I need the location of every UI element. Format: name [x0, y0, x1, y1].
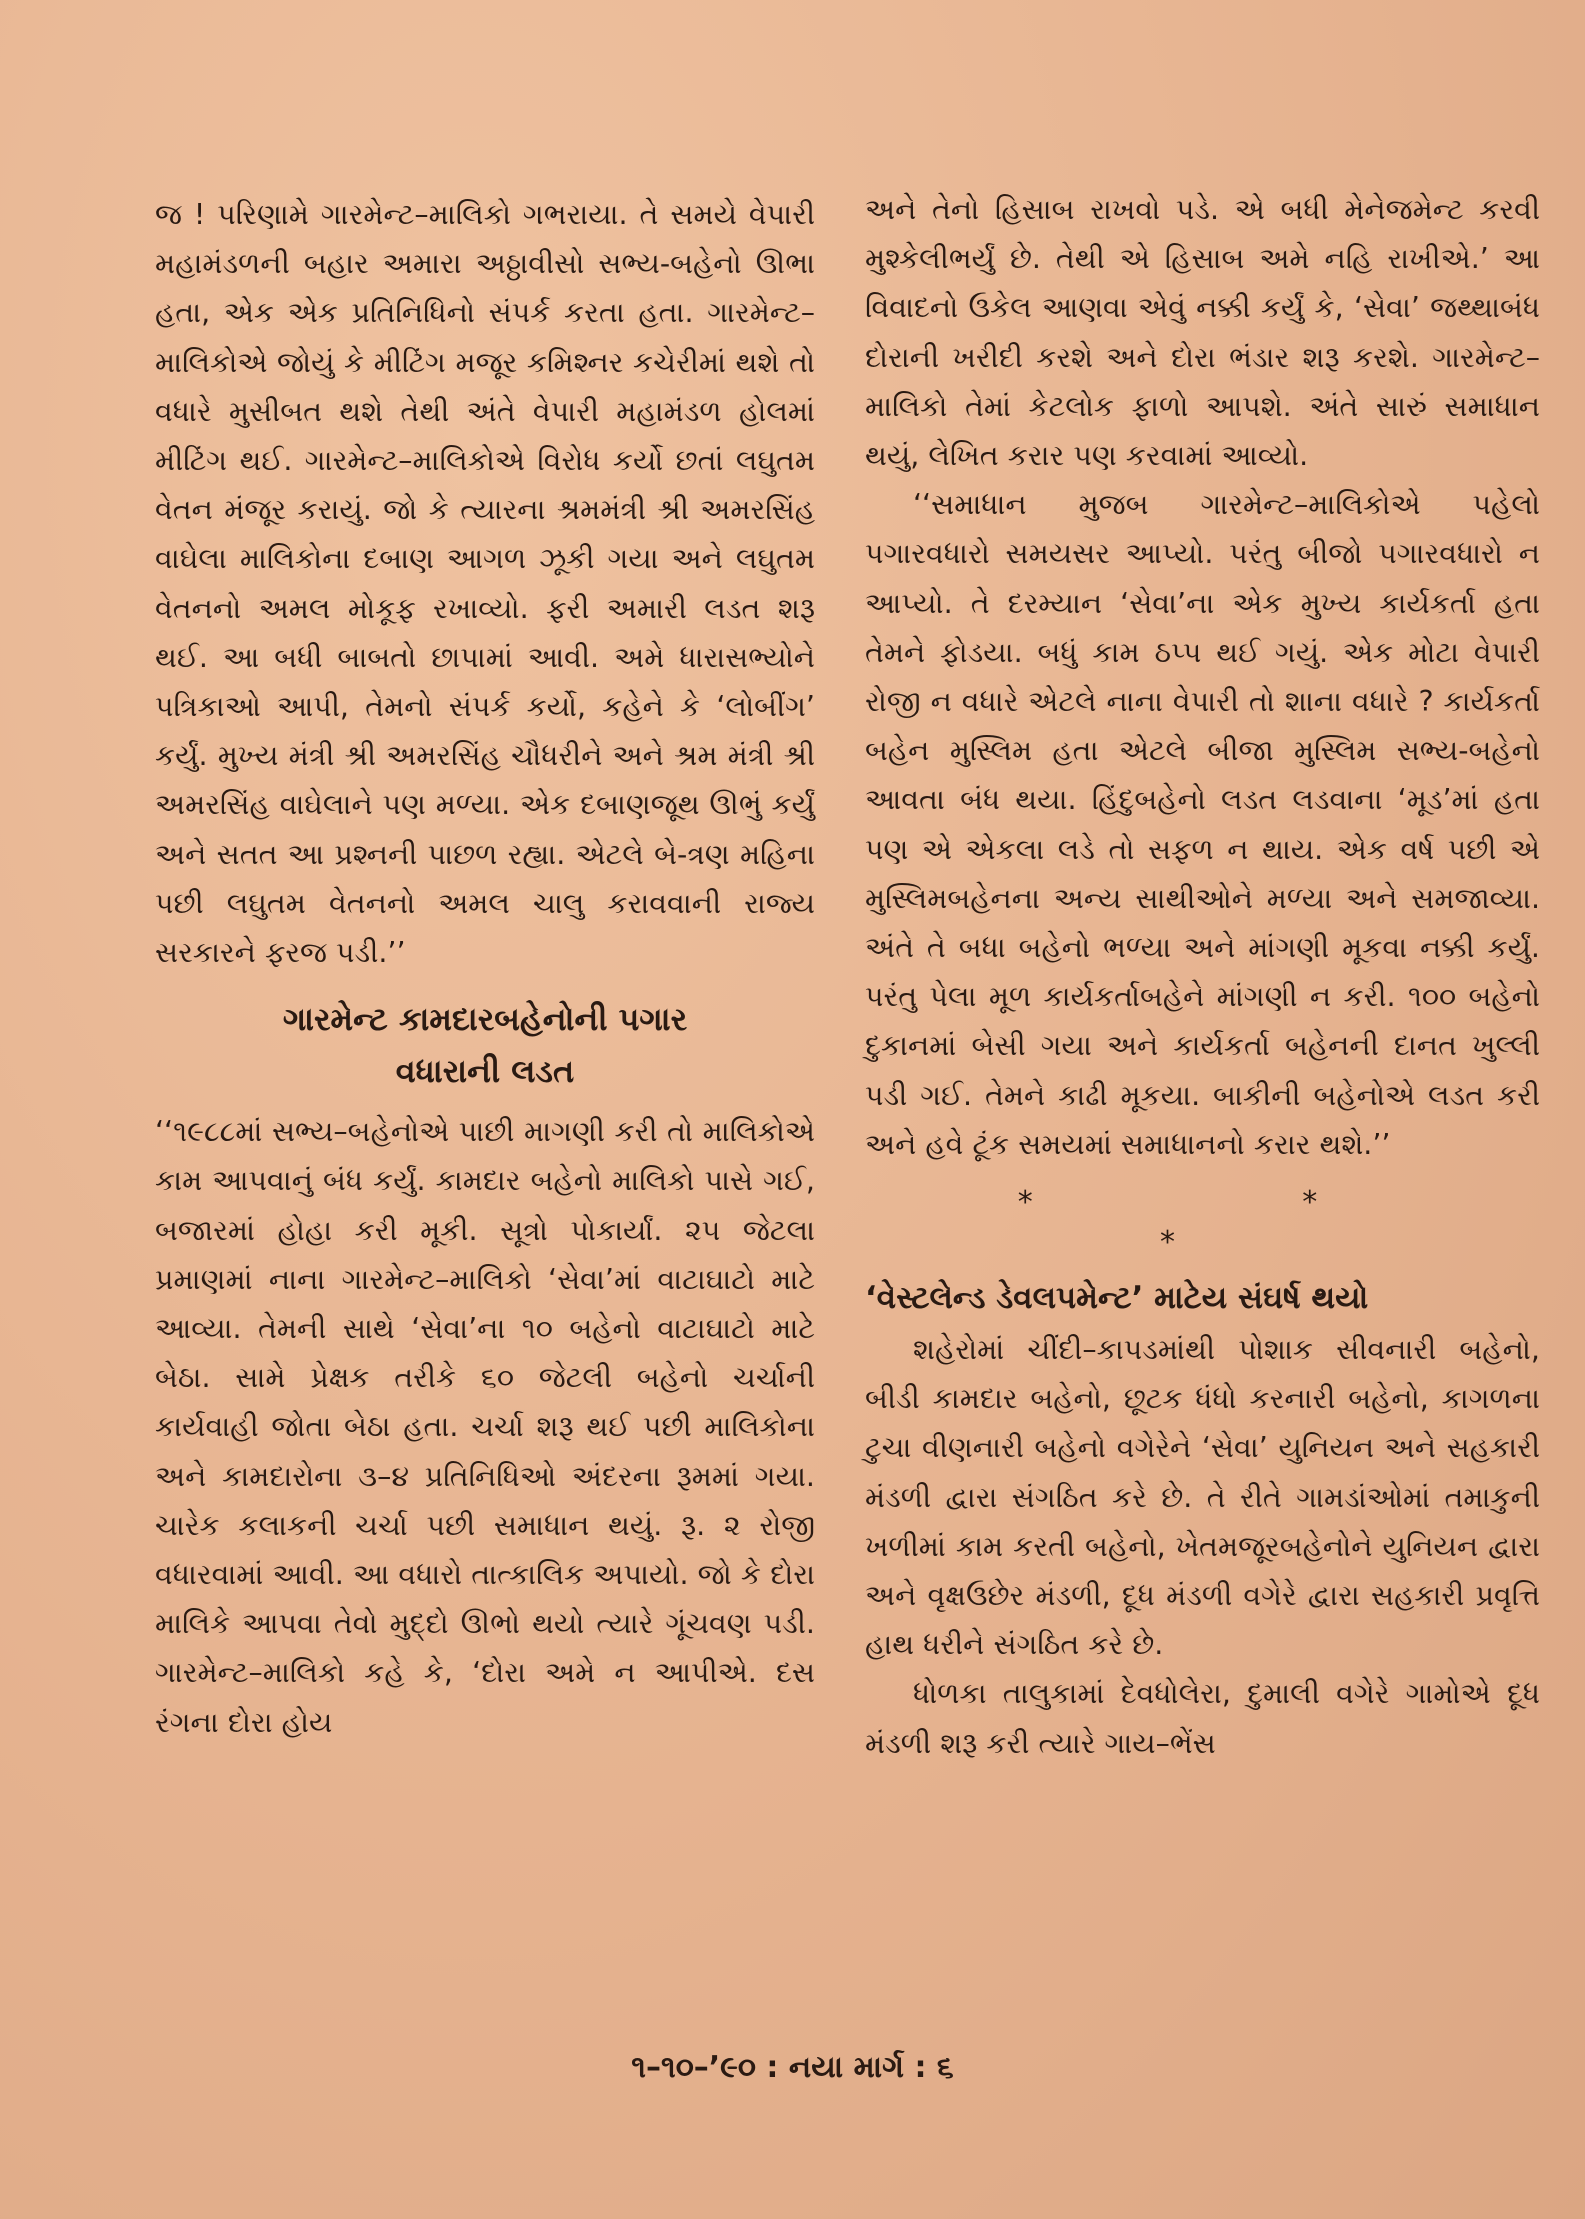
right-paragraph-1: અને તેનો હિસાબ રાખવો પડે. એ બધી મેનેજમેન્ટ કરવી મુશ્કેલીભર્યું છે. તેથી એ હિસાબ અમે નહિ રાખીએ.’ આ વિવાદનો ઉકેલ આણવા એવું નક્કી કર્યું કે, ‘સેવા’ જથ્થાબંધ દોરાની ખરીદી કરશે અને દોરા ભંડાર શરૂ કરશે. ગારમેન્ટ–માલિકો તેમાં કેટલોક ફાળો આપશે. અંતે સારું સમાધાન થયું, લેખિત કરાર પણ કરવામાં આવ્યો.: [865, 193, 1540, 473]
left-paragraph-1: જ ! પરિણામે ગારમેન્ટ–માલિકો ગભરાયા. તે સમયે વેપારી મહામંડળની બહાર અમારા અઠ્ઠાવીસો સભ્ય-બહેનો ઊભા હતા, એક એક પ્રતિનિધિનો સંપર્ક કરતા હતા. ગારમેન્ટ–માલિકોએ જોયું કે મીટિંગ મજૂર કમિશ્નર કચેરીમાં થશે તો વધારે મુસીબત થશે તેથી અંતે વેપારી મહામંડળ હોલમાં મીટિંગ થઈ. ગારમેન્ટ–માલિકોએ વિરોધ કર્યો છતાં લઘુતમ વેતન મંજૂર કરાયું. જો કે ત્યારના શ્રમમંત્રી શ્રી અમરસિંહ વાઘેલા માલિકોના દબાણ આગળ ઝૂકી ગયા અને લઘુતમ વેતનનો અમલ મોકૂફ રખાવ્યો. ફરી અમારી લડત શરૂ થઈ. આ બધી બાબતો છાપામાં આવી. અમે ધારાસભ્યોને પત્રિકાઓ આપી, તેમનો સંપર્ક કર્યો, કહેને કે ‘લોબીંગ’ કર્યું. મુખ્ય મંત્રી શ્રી અમરસિંહ ચૌધરીને અને શ્રમ મંત્રી શ્રી અમરસિંહ વાઘેલાને પણ મળ્યા. એક દબાણજૂથ ઊભું કર્યું અને સતત આ પ્રશ્નની પાછળ રહ્યા. એટલે બે-ત્રણ મહિના પછી લઘુતમ વેતનનો અમલ ચાલુ કરાવવાની રાજ્ય સરકારને ફરજ પડી.’’: [155, 198, 815, 970]
left-column: [155, 190, 815, 1747]
right-paragraph-4: ધોળકા તાલુકામાં દેવધોલેરા, દુમાલી વગેરે ગામોએ દૂધ મંડળી શરૂ કરી ત્યારે ગાય–ભેંસ: [865, 1677, 1540, 1760]
page-footer: ૧–૧૦–’૯૦ : નયા માર્ગ : ૬: [631, 2050, 954, 2085]
section-heading-garment-wage: [155, 993, 815, 1097]
left-paragraph-2: ‘‘૧૯૮૮માં સભ્ય–બહેનોએ પાછી માગણી કરી તો માલિકોએ કામ આપવાનું બંધ કર્યું. કામદાર બહેનો માલિકો પાસે ગઈ, બજારમાં હોહા કરી મૂકી. સૂત્રો પોકાર્યાં. ૨૫ જેટલા પ્રમાણમાં નાના ગારમેન્ટ–માલિકો ‘સેવા’માં વાટાઘાટો માટે આવ્યા. તેમની સાથે ‘સેવા’ના ૧૦ બહેનો વાટાઘાટો માટે બેઠા. સામે પ્રેક્ષક તરીકે ૬૦ જેટલી બહેનો ચર્ચાની કાર્યવાહી જોતા બેઠા હતા. ચર્ચા શરૂ થઈ પછી માલિકોના અને કામદારોના ૩–૪ પ્રતિનિધિઓ અંદરના રૂમમાં ગયા. ચારેક કલાકની ચર્ચા પછી સમાધાન થયું. રૂ. ૨ રોજી વધારવામાં આવી. આ વધારો તાત્કાલિક અપાયો. જો કે દોરા માલિકે આપવા તેવો મુદ્દો ઊભો થયો ત્યારે ગૂંચવણ પડી. ગારમેન્ટ–માલિકો કહે કે, ‘દોરા અમે ન આપીએ. દસ રંગના દોરા હોય: [155, 1115, 815, 1739]
right-column: [865, 185, 1540, 1768]
section-heading-line-1: ગારમેન્ટ કામદારબહેનોની પગાર: [282, 1000, 688, 1039]
section-separator-stars: * * *: [1017, 1185, 1448, 1261]
right-paragraph-2: ‘‘સમાધાન મુજબ ગારમેન્ટ–માલિકોએ પહેલો પગારવધારો સમયસર આપ્યો. પરંતુ બીજો પગારવધારો ન આપ્યો. તે દરમ્યાન ‘સેવા’ના એક મુખ્ય કાર્યકર્તા હતા તેમને ફોડયા. બધું કામ ઠપ્પ થઈ ગયું. એક મોટા વેપારી રોજી ન વધારે એટલે નાના વેપારી તો શાના વધારે ? કાર્યકર્તા બહેન મુસ્લિમ હતા એટલે બીજા મુસ્લિમ સભ્ય-બહેનો આવતા બંધ થયા. હિંદુબહેનો લડત લડવાના ‘મૂડ’માં હતા પણ એ એકલા લડે તો સફળ ન થાય. એક વર્ષ પછી એ મુસ્લિમબહેનના અન્ય સાથીઓને મળ્યા અને સમજાવ્યા. અંતે તે બધા બહેનો ભળ્યા અને માંગણી મૂકવા નક્કી કર્યું. પરંતુ પેલા મૂળ કાર્યકર્તાબહેને માંગણી ન કરી. ૧૦૦ બહેનો દુકાનમાં બેસી ગયા અને કાર્યકર્તા બહેનની દાનત ખુલ્લી પડી ગઈ. તેમને કાઢી મૂકયા. બાકીની બહેનોએ લડત કરી અને હવે ટૂંક સમયમાં સમાધાનનો કરાર થશે.’’: [865, 488, 1540, 1161]
section-heading-wasteland: ‘વેસ્ટલેન્ડ ડેવલપમેન્ટ’ માટેય સંઘર્ષ થયો: [865, 1280, 1369, 1317]
right-paragraph-3: શહેરોમાં ચીંદી–કાપડમાંથી પોશાક સીવનારી બહેનો, બીડી કામદાર બહેનો, છૂટક ધંધો કરનારી બહેનો, કાગળના ટુચા વીણનારી બહેનો વગેરેને ‘સેવા’ યુનિયન અને સહકારી મંડળી દ્વારા સંગઠિત કરે છે. તે રીતે ગામડાંઓમાં તમાકુની ખળીમાં કામ કરતી બહેનો, ખેતમજૂરબહેનોને યુનિયન દ્વારા અને વૃક્ષઉછેર મંડળી, દૂધ મંડળી વગેરે દ્વારા સહકારી પ્રવૃત્તિ હાથ ધરીને સંગઠિત કરે છે.: [865, 1333, 1540, 1662]
section-heading-line-2: વધારાની લડત: [395, 1052, 575, 1091]
